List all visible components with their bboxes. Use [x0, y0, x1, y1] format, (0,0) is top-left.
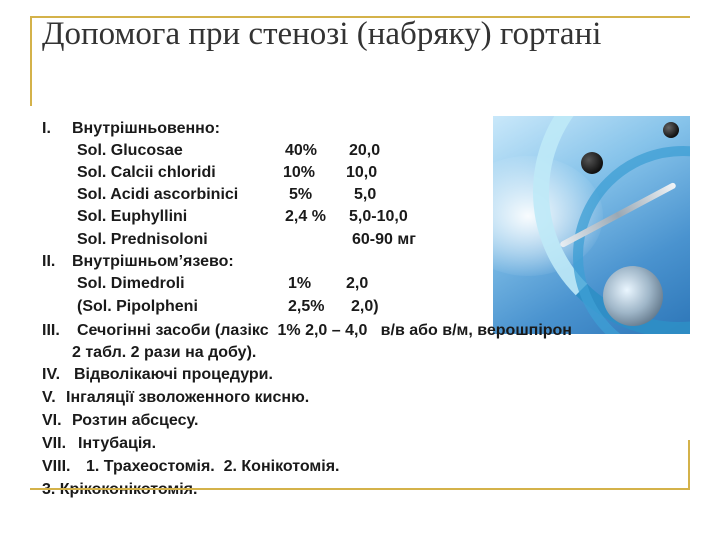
list-item-marker: VI. — [42, 412, 62, 429]
drug-dose: 2,0) — [351, 298, 379, 315]
drug-dose: 20,0 — [349, 142, 381, 159]
list-item-continuation — [42, 479, 197, 501]
list-item-text: Сечогінні засоби (лазікс 1% 2,0 – 4,0 в/в або в/м, верошпірон — [77, 322, 572, 339]
drug-concentration: 2,5% — [288, 298, 325, 315]
drug-concentration: 2,4 % — [285, 208, 326, 225]
drug-name: Sol. Acidi ascorbinici — [77, 186, 239, 203]
list-item-marker: I. — [42, 120, 51, 137]
drug-dose: 5,0-10,0 — [349, 208, 408, 225]
drug-dose: 5,0 — [354, 186, 377, 203]
drug-name: (Sol. Pipolpheni — [77, 298, 198, 315]
drug-name: Sol. Prednisoloni — [77, 231, 208, 248]
list-item-marker: III. — [42, 322, 60, 339]
list-item-marker: II. — [42, 253, 56, 270]
list-item-text: Інгаляції зволоженного кисню. — [66, 389, 310, 406]
drug-dose: 10,0 — [346, 164, 378, 181]
list-item-text: Розтин абсцесу. — [72, 412, 199, 429]
list-item-text: 1. Трахеостомія. 2. Конікотомія. — [86, 458, 340, 475]
drug-concentration: 5% — [289, 186, 313, 203]
drug-name: Sol. Euphyllini — [77, 208, 188, 225]
list-item-marker: IV. — [42, 366, 61, 383]
drug-concentration: 10% — [283, 164, 316, 181]
list-item-continuation: 2 табл. 2 рази на добу). — [72, 344, 257, 361]
drug-name: Sol. Calcii chloridi — [77, 164, 216, 181]
drug-dose: 60-90 мг — [352, 231, 416, 248]
list-item-marker: VII. — [42, 435, 67, 452]
list-item-marker: V. — [42, 389, 56, 406]
list-item-text: Відволікаючі процедури. — [74, 366, 273, 383]
drug-dose: 2,0 — [346, 275, 369, 292]
drug-name: Sol. Dimedroli — [77, 275, 185, 292]
list-item-text: Інтубація. — [78, 435, 157, 452]
slide-title: Допомога при стенозі (набряку) гортані — [42, 16, 602, 52]
drug-concentration: 40% — [285, 142, 318, 159]
drug-name: Sol. Glucosae — [77, 142, 183, 159]
bottom-rule — [30, 488, 690, 490]
bottom-right-rule — [688, 440, 690, 490]
drug-concentration: 1% — [288, 275, 312, 292]
list-item-marker: VIII. — [42, 458, 71, 475]
list-item-text: Внутрішньом’язево: — [72, 253, 234, 270]
list-item-text: Внутрішньовенно: — [72, 120, 220, 137]
